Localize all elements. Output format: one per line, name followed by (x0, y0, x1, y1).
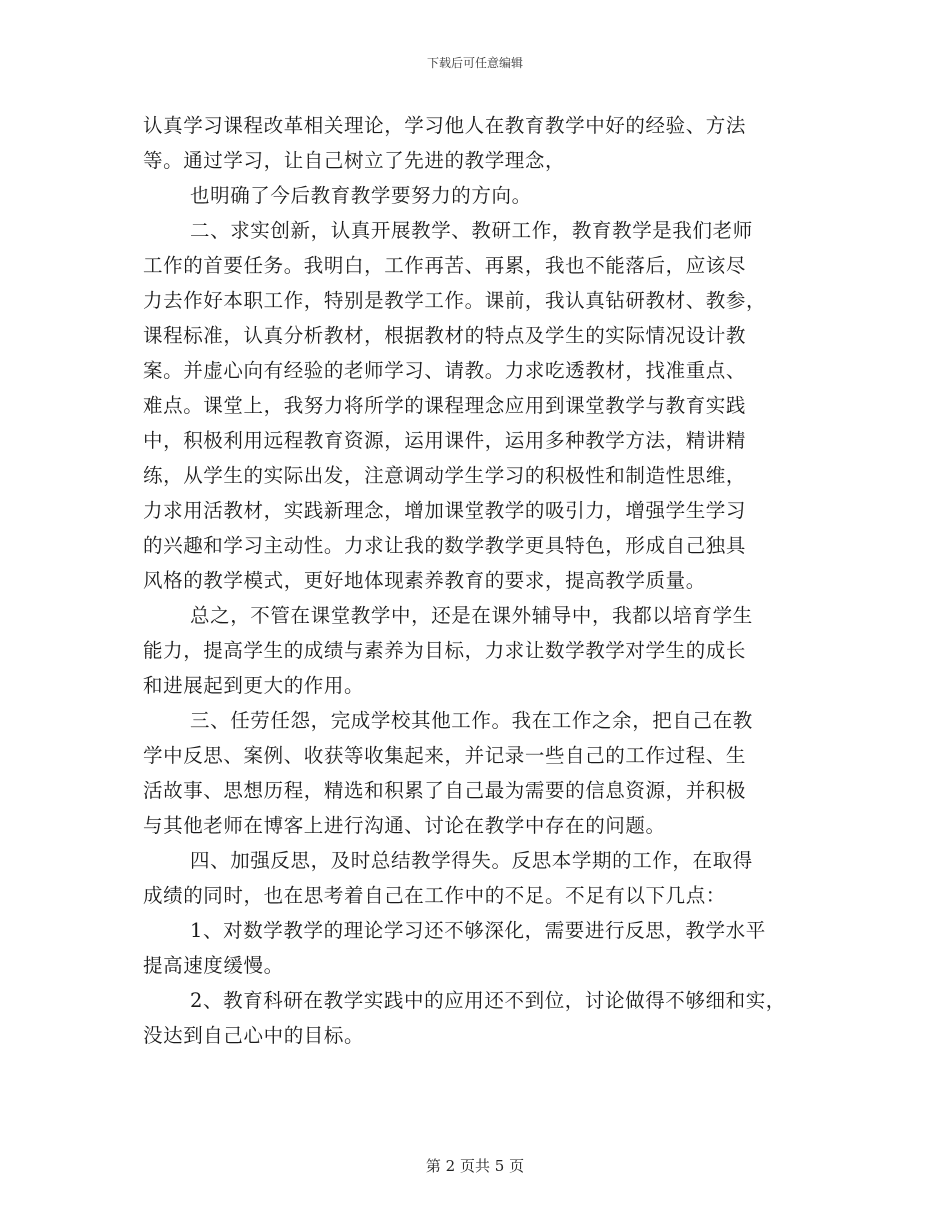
text-line: 风格的教学模式，更好地体现素养教育的要求，提高教学质量。 (143, 569, 706, 592)
text-line: 力去作好本职工作，特别是教学工作。课前，我认真钻研教材、教参， (143, 289, 767, 312)
text-line: 与其他老师在博客上进行沟通、讨论在教学中存在的问题。 (143, 814, 666, 837)
text-line: 课程标准，认真分析教材，根据教材的特点及学生的实际情况设计教 (143, 324, 747, 347)
page-footer: 第 2 页共 5 页 (425, 1157, 525, 1175)
paragraph-start-line: 总之，不管在课堂教学中，还是在课外辅导中，我都以培育学生 (190, 604, 753, 627)
page-header: 下载后可任意编辑 (426, 56, 523, 70)
paragraph-start-line: 四、加强反思，及时总结教学得失。反思本学期的工作，在取得 (190, 849, 753, 872)
text-line: 中，积极利用远程教育资源，运用课件，运用多种教学方法，精讲精 (143, 429, 747, 452)
text-line: 练，从学生的实际出发，注意调动学生学习的积极性和制造性思维， (143, 464, 747, 487)
text-line: 工作的首要任务。我明白，工作再苦、再累，我也不能落后，应该尽 (143, 254, 747, 277)
text-line: 力求用活教材，实践新理念，增加课堂教学的吸引力，增强学生学习 (143, 499, 747, 522)
text-line: 能力，提高学生的成绩与素养为目标，力求让数学教学对学生的成长 (143, 639, 747, 662)
text-line: 提高速度缓慢。 (143, 954, 284, 977)
paragraph-start-line: 三、任劳任怨，完成学校其他工作。我在工作之余，把自己在教 (190, 709, 753, 732)
text-line: 案。并虚心向有经验的老师学习、请教。力求吃透教材，找准重点、 (143, 359, 747, 382)
text-line: 认真学习课程改革相关理论，学习他人在教育教学中好的经验、方法 (143, 114, 747, 137)
text-line: 难点。课堂上，我努力将所学的课程理念应用到课堂教学与教育实践 (143, 394, 747, 417)
text-line: 活故事、思想历程，精选和积累了自己最为需要的信息资源，并积极 (143, 779, 747, 802)
document-body (143, 108, 843, 1053)
text-line: 的兴趣和学习主动性。力求让我的数学教学更具特色，形成自己独具 (143, 534, 747, 557)
text-line: 也明确了今后教育教学要努力的方向。 (190, 184, 532, 207)
text-line: 学中反思、案例、收获等收集起来，并记录一些自己的工作过程、生 (143, 744, 747, 767)
paragraph-start-line: 1、对数学教学的理论学习还不够深化，需要进行反思，教学水平 (190, 919, 766, 942)
text-line: 等。通过学习，让自己树立了先进的教学理念， (143, 149, 566, 172)
text-line: 成绩的同时，也在思考着自己在工作中的不足。不足有以下几点： (143, 884, 726, 907)
text-line: 没达到自己心中的目标。 (143, 1024, 365, 1047)
paragraph-start-line: 二、求实创新，认真开展教学、教研工作，教育教学是我们老师 (190, 219, 753, 242)
text-line: 和进展起到更大的作用。 (143, 674, 365, 697)
paragraph-start-line: 2、教育科研在教学实践中的应用还不到位，讨论做得不够细和实， (190, 989, 786, 1012)
